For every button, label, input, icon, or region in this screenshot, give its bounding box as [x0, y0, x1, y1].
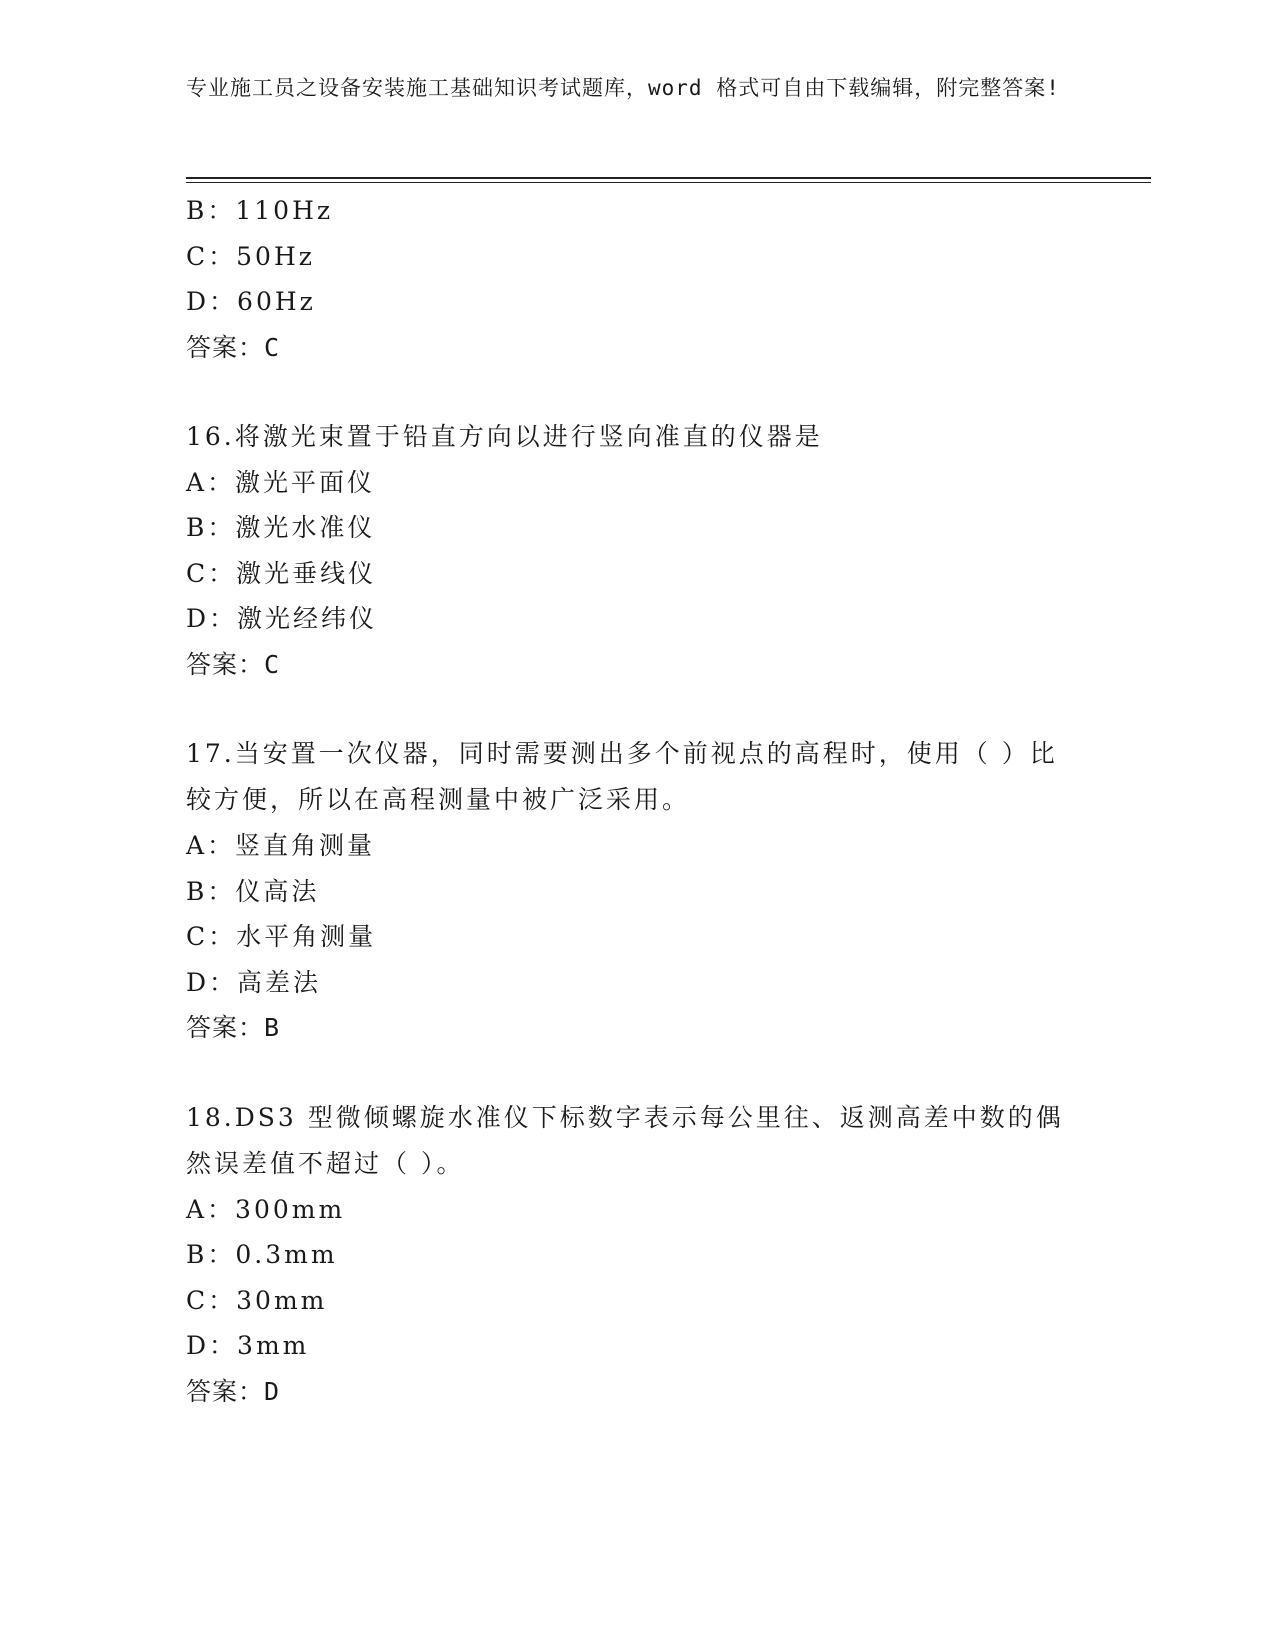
- option-b: B：仪高法: [186, 876, 320, 906]
- option-d: D：高差法: [186, 967, 322, 997]
- spacer: [186, 1051, 1086, 1095]
- spacer: [186, 370, 1086, 414]
- option-b: B：激光水准仪: [186, 513, 376, 542]
- document-header: 专业施工员之设备安装施工基础知识考试题库，word 格式可自由下载编辑，附完整答案!: [186, 76, 1060, 100]
- question-text: 17.当安置一次仪器，同时需要测出多个前视点的高程时，使用（ ）比较方便，所以在高程测量中被广泛采用。: [186, 739, 1058, 814]
- option-c: C：水平角测量: [186, 922, 377, 951]
- option-c: C：50Hz: [186, 241, 315, 271]
- question-text: 16.将激光束置于铅直方向以进行竖向准直的仪器是: [186, 422, 823, 451]
- option-d: D：3mm: [186, 1331, 310, 1360]
- option-a: A：激光平面仪: [186, 467, 376, 497]
- option-b: B：0.3mm: [186, 1240, 338, 1269]
- question-18: [186, 1095, 1086, 1415]
- question-list: [186, 188, 1086, 1414]
- option-d: D：60Hz: [186, 287, 316, 316]
- option-a: A：300mm: [186, 1194, 346, 1224]
- answer: 答案：D: [186, 1376, 281, 1406]
- option-b: B：110Hz: [186, 196, 334, 225]
- answer: 答案：B: [186, 1013, 281, 1042]
- question-17: [186, 731, 1086, 1051]
- question-16: [186, 414, 1086, 687]
- option-c: C：激光垂线仪: [186, 558, 377, 588]
- option-c: C：30mm: [186, 1285, 328, 1315]
- answer: 答案：C: [186, 649, 281, 679]
- answer: 答案：C: [186, 332, 281, 362]
- option-d: D：激光经纬仪: [186, 604, 378, 633]
- option-a: A：竖直角测量: [186, 831, 376, 860]
- header-rule-thin: [186, 182, 1151, 183]
- header-rule-thick: [186, 177, 1151, 179]
- spacer: [186, 687, 1086, 731]
- question-15-partial: [186, 188, 1086, 370]
- question-text: 18.DS3 型微倾螺旋水准仪下标数字表示每公里往、返测高差中数的偶然误差值不超过（ ）。: [186, 1102, 1064, 1178]
